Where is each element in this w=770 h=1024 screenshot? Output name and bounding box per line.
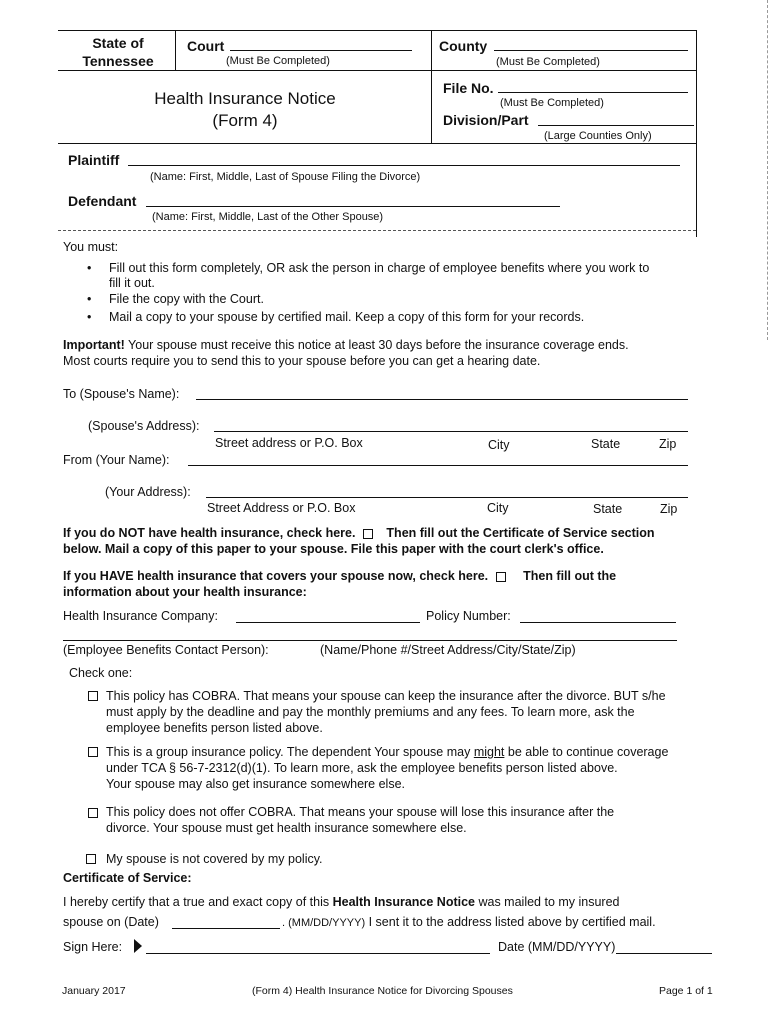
your-name-field[interactable] [188,465,688,466]
header-bottom-rule [58,230,696,231]
scan-edge [763,0,768,340]
no-insurance-checkbox[interactable] [363,529,373,539]
option-cobra: This policy has COBRA. That means your spouse can keep the insurance after the divorce. BUT s/he must apply by the deadline and pay the monthly premiums and any fees. To learn more, ask the employee benefits person listed above. [106,689,666,735]
to-spouse-label: To (Spouse's Name): [63,387,180,401]
defendant-field[interactable] [146,206,560,207]
contact-field[interactable] [63,640,677,641]
footer-page: Page 1 of 1 [659,985,713,997]
court-note: (Must Be Completed) [226,55,330,67]
court-field[interactable] [230,50,412,51]
has-insurance-checkbox[interactable] [496,572,506,582]
plaintiff-field[interactable] [128,165,680,166]
street-caption-1: Street address or P.O. Box [215,436,363,450]
sign-arrow-icon [134,939,142,953]
certificate-text-2a: spouse on (Date) [63,915,159,929]
spouse-address-label: (Spouse's Address): [88,419,200,433]
city-caption-1: City [488,438,510,452]
file-no-note: (Must Be Completed) [500,97,604,109]
zip-caption-1: Zip [659,437,677,451]
option-no-cobra: This policy does not offer COBRA. That means your spouse will lose this insurance after the divorce. Your spouse must get health insurance somewhere else. [106,805,615,835]
has-insurance-line1: If you HAVE health insurance that covers your spouse now, check here. Then fill out the [63,569,617,583]
state-caption-1: State [591,437,621,451]
insurance-company-field[interactable] [236,622,420,623]
certificate-text-2b: . (MM/DD/YYYY) I sent it to the address listed above by certified mail. [282,915,656,929]
bullet-fill-out-cont: fill it out. [109,276,155,290]
city-caption-2: City [487,501,509,515]
bullet-fill-out: • Fill out this form completely, OR ask the person in charge of employee benefits where you work to [109,261,649,275]
option-not-covered: My spouse is not covered by my policy. [106,852,323,866]
insurance-company-label: Health Insurance Company: [63,609,218,623]
file-no-label: File No. [443,80,494,96]
check-one-heading: Check one: [69,666,133,680]
certificate-heading: Certificate of Service: [63,871,192,885]
no-cobra-checkbox[interactable] [88,808,98,818]
defendant-label: Defendant [68,193,137,209]
contact-label: (Employee Benefits Contact Person): [63,643,269,657]
your-address-label: (Your Address): [105,485,191,499]
plaintiff-label: Plaintiff [68,152,120,168]
date-label: Date (MM/DD/YYYY) [498,940,616,954]
sign-date-field[interactable] [616,953,712,954]
not-covered-checkbox[interactable] [86,854,96,864]
contact-format: (Name/Phone #/Street Address/City/State/Zip) [320,643,576,657]
your-address-field[interactable] [206,497,688,498]
policy-number-field[interactable] [520,622,676,623]
file-no-field[interactable] [498,92,688,93]
county-field[interactable] [494,50,688,51]
division-label: Division/Part [443,112,529,128]
state-of: State of Tennessee [82,35,154,69]
state-caption-2: State [593,502,623,516]
division-field[interactable] [538,125,694,126]
spouse-address-field[interactable] [214,431,688,432]
footer-form-name: (Form 4) Health Insurance Notice for Divorcing Spouses [252,985,513,997]
group-policy-checkbox[interactable] [88,747,98,757]
you-must: You must: [63,240,119,254]
certificate-text-1: I hereby certify that a true and exact copy of this Health Insurance Notice was mailed to my insured [63,895,620,909]
division-note: (Large Counties Only) [544,130,652,142]
important-notice: Important! Your spouse must receive this notice at least 30 days before the insurance coverage ends. [63,338,629,352]
form-title: Health Insurance Notice (Form 4) [154,89,336,130]
no-insurance-line1: If you do NOT have health insurance, check here. Then fill out the Certificate of Service section [63,526,655,540]
bullet-mail-copy: • Mail a copy to your spouse by certified mail. Keep a copy of this form for your records. [109,310,584,324]
spouse-name-field[interactable] [196,399,688,400]
plaintiff-note: (Name: First, Middle, Last of Spouse Filing the Divorce) [150,171,421,183]
from-label: From (Your Name): [63,453,170,467]
cobra-checkbox[interactable] [88,691,98,701]
footer-date: January 2017 [62,985,126,997]
county-note: (Must Be Completed) [496,56,600,68]
important-notice-2: Most courts require you to send this to your spouse before you can get a hearing date. [63,354,541,368]
defendant-note: (Name: First, Middle, Last of the Other Spouse) [152,211,384,223]
mail-date-field[interactable] [172,928,280,929]
option-group-policy: This is a group insurance policy. The dependent Your spouse may might be able to continue coverage under TCA § 56-7-2312(d)(1). To learn more, ask the employee benefits person listed above. Your spouse may also get insurance somewhere else. [106,745,669,791]
street-caption-2: Street Address or P.O. Box [207,501,356,515]
bullet-file-copy: • File the copy with the Court. [109,292,264,306]
no-insurance-line2: below. Mail a copy of this paper to your spouse. File this paper with the court clerk's office. [63,542,604,556]
county-label: County [439,38,488,54]
has-insurance-line2: information about your health insurance: [63,585,307,599]
sign-here-label: Sign Here: [63,940,123,954]
signature-field[interactable] [146,953,490,954]
court-label: Court [187,38,225,54]
zip-caption-2: Zip [660,502,678,516]
policy-number-label: Policy Number: [426,609,511,623]
